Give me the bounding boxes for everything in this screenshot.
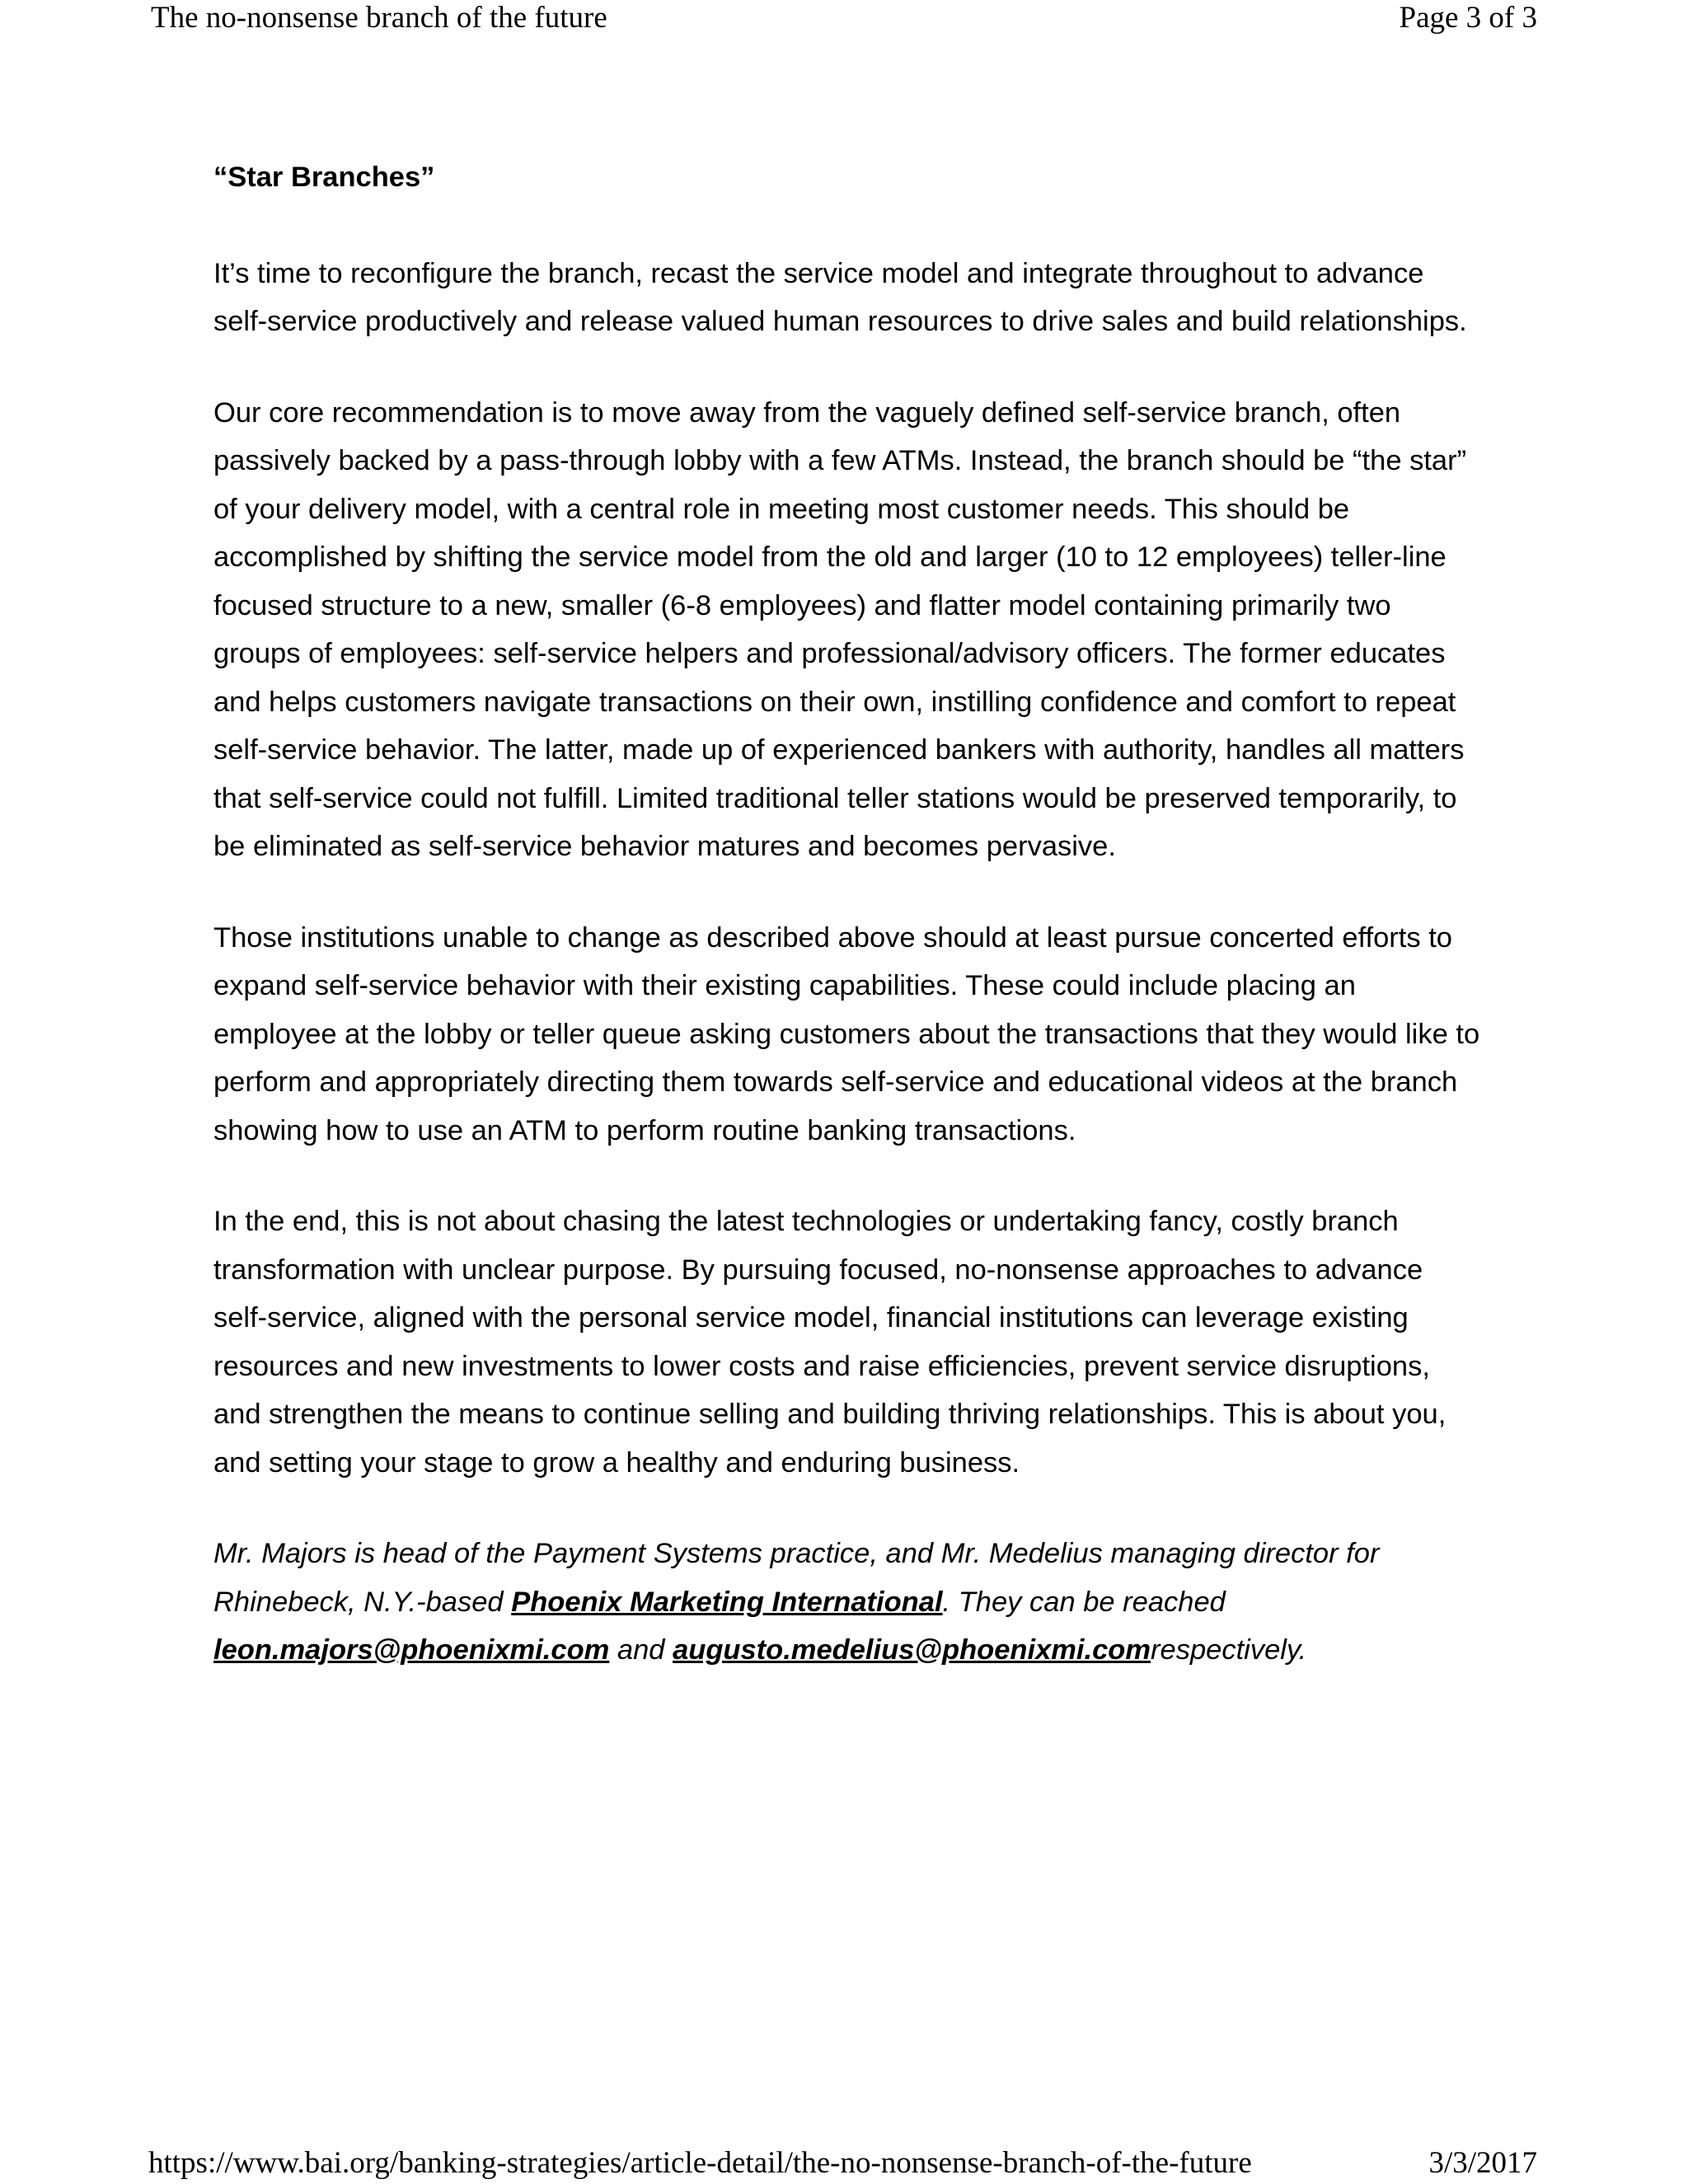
paragraph-4: In the end, this is not about chasing the latest technologies or undertaking fancy, costly branch transformation with unclear purpose. By pursuing focused, no-nonsense approaches to advance self-service, aligned with the personal service model, financial institutions can leverage existing resources and new investments to lower costs and raise efficiencies, prevent service disruptions, and strengthen the means to continue selling and building thriving relationships. This is about you, and setting your stage to grow a healthy and enduring business. (213, 1206, 1447, 1479)
author-note-text-2: . They can be reached (942, 1586, 1226, 1618)
email-link-medelius[interactable]: augusto.medelius@phoenixmi.com (673, 1634, 1151, 1666)
paragraph-3: Those institutions unable to change as described above should at least pursue concerted efforts to expand self-service behavior with their existing capabilities. These could include placing an employee at the lobby or teller queue asking customers about the transactions that they would like to perform and appropriately directing them towards self-service and educational videos at the branch showing how to use an ATM to perform routine banking transactions. (213, 921, 1480, 1146)
document-title: The no-nonsense branch of the future (151, 1, 607, 35)
print-date: 3/3/2017 (1428, 2146, 1537, 2180)
email-link-majors[interactable]: leon.majors@phoenixmi.com (213, 1634, 610, 1666)
author-note-text-3: and (609, 1634, 673, 1666)
company-link[interactable]: Phoenix Marketing International (511, 1586, 943, 1618)
article-body (213, 153, 1483, 1675)
page-number: Page 3 of 3 (1399, 1, 1537, 35)
paragraph-1: It’s time to reconfigure the branch, recast the service model and integrate throughout to advance self-service productively and release valued human resources to drive sales and build relationships. (213, 257, 1467, 337)
author-note-text-1: Mr. Majors is head of the Payment Systems practice, and Mr. Medelius managing director for Rhinebeck, N.Y.-based (213, 1538, 1380, 1618)
author-note-text-4: respectively. (1151, 1634, 1307, 1666)
paragraph-2: Our core recommendation is to move away from the vaguely defined self-service branch, often passively backed by a pass-through lobby with a few ATMs. Instead, the branch should be “the star” of your delivery model, with a central role in meeting most customer needs. This should be accomplished by shifting the service model from the old and larger (10 to 12 employees) teller-line focused structure to a new, smaller (6-8 employees) and flatter model containing primarily two groups of employees: self-service helpers and professional/advisory officers. The former educates and helps customers navigate transactions on their own, instilling confidence and comfort to repeat self-service behavior. The latter, made up of experienced bankers with authority, handles all matters that self-service could not fulfill. Limited traditional teller stations would be preserved temporarily, to be eliminated as self-service behavior matures and becomes pervasive. (213, 396, 1467, 862)
page-url: https://www.bai.org/banking-strategies/article-detail/the-no-nonsense-branch-of-the-future (148, 2146, 1252, 2180)
section-heading: “Star Branches” (213, 162, 435, 193)
author-note (213, 1530, 1483, 1675)
